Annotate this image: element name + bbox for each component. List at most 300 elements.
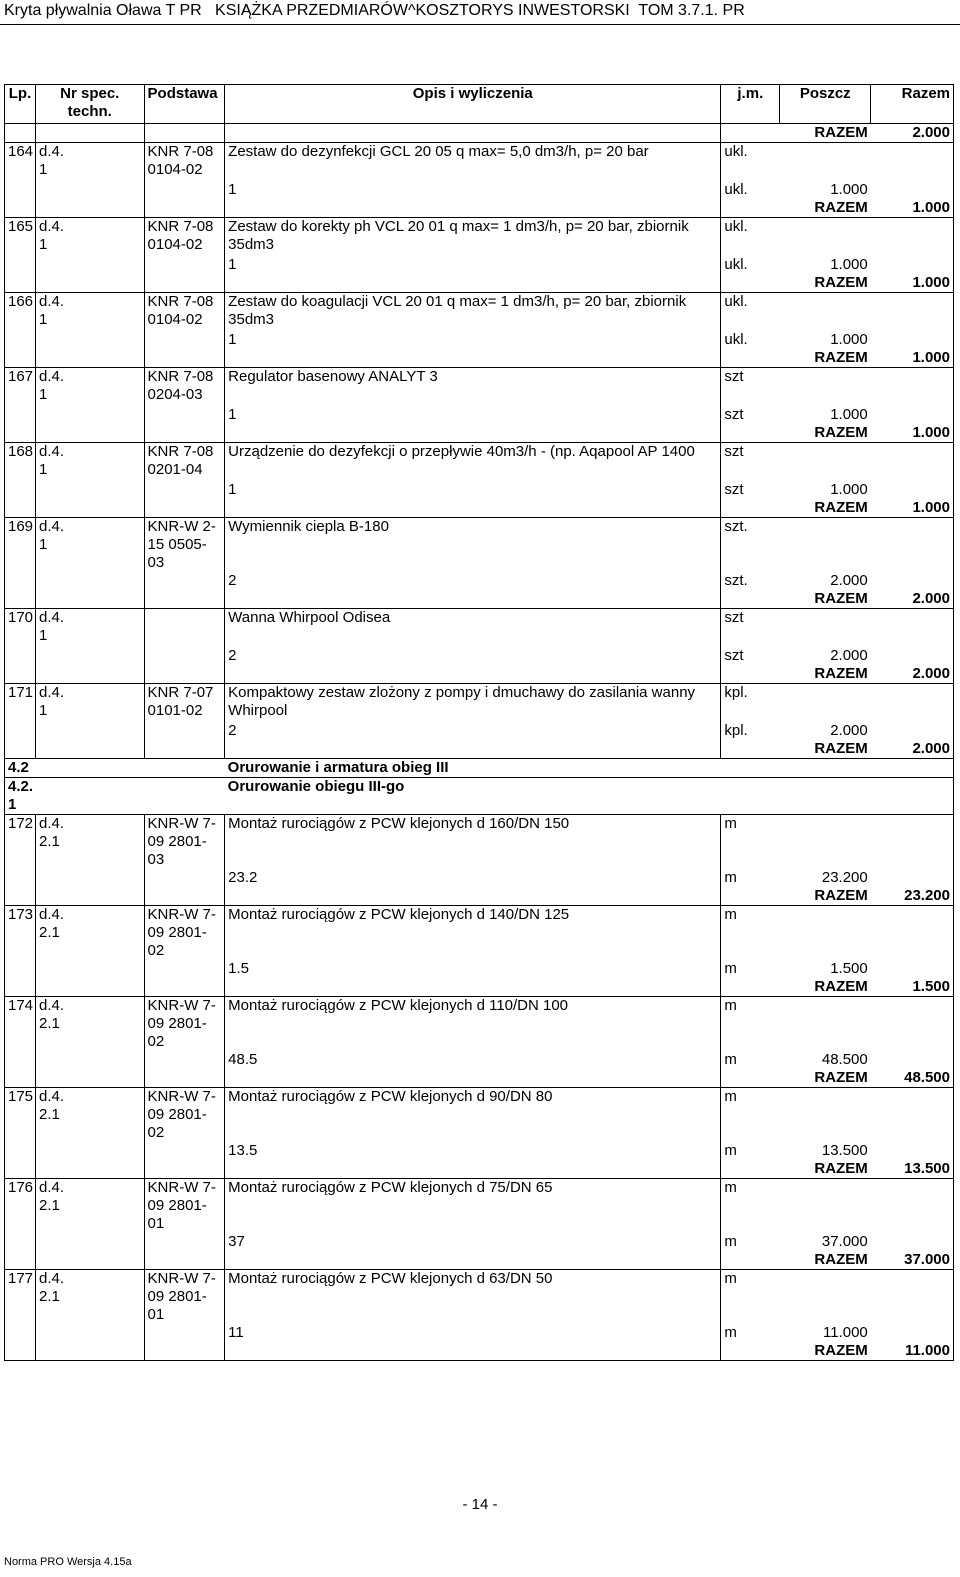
razem-blank: [5, 1069, 36, 1088]
razem-value: 48.500: [871, 1069, 954, 1088]
qty-blank: [144, 181, 225, 199]
razem-blank: [144, 665, 225, 684]
qty-blank: [144, 1142, 225, 1160]
razem-blank: [36, 978, 145, 997]
item-lp: 169: [5, 518, 36, 573]
razem-blank: [5, 978, 36, 997]
razem-value: 1.000: [871, 349, 954, 368]
item-blank: [871, 684, 954, 723]
razem-label: RAZEM: [814, 349, 868, 366]
razem-blank: [36, 1160, 145, 1179]
qty-value: 13.5: [225, 1142, 721, 1160]
item-podstawa: KNR-W 2- 15 0505-03: [144, 518, 225, 573]
qty-blank: [871, 481, 954, 499]
razem-blank: [144, 1251, 225, 1270]
item-row: [5, 1088, 954, 1143]
item-podstawa: KNR 7-08 0104-02: [144, 293, 225, 332]
razem-blank: [36, 274, 145, 293]
item-row: [5, 368, 954, 407]
item-blank: [871, 1270, 954, 1325]
item-lp: 165: [5, 218, 36, 257]
qty-blank: [871, 181, 954, 199]
qty-unit: kpl.: [724, 722, 748, 739]
razem-blank: [144, 590, 225, 609]
item-description: Kompaktowy zestaw zlożony z pompy i dmuchawy do zasilania wanny Whirpool: [225, 684, 721, 723]
razem-blank: [225, 349, 721, 368]
item-podstawa: KNR-W 7- 09 2801-02: [144, 906, 225, 961]
item-description: Urządzenie do dezyfekcji o przepływie 40m3/h - (np. Aqapool AP 1400: [225, 443, 721, 482]
qty-blank: [144, 256, 225, 274]
razem-blank: [144, 424, 225, 443]
qty-poszcz: 1.500: [830, 960, 868, 977]
qty-value: 1: [225, 481, 721, 499]
item-unit: m: [721, 1088, 780, 1143]
qty-unit: m: [724, 1233, 737, 1250]
section-number: 4.2. 1: [5, 778, 225, 815]
qty-blank: [5, 481, 36, 499]
razem-blank: [5, 1251, 36, 1270]
razem-blank: [721, 887, 780, 906]
item-blank: [780, 906, 871, 961]
item-unit: ukl.: [721, 293, 780, 332]
qty-row: [5, 1324, 954, 1342]
qty-unit: m: [724, 960, 737, 977]
razem-blank: [36, 499, 145, 518]
qty-row: [5, 869, 954, 887]
qty-blank: [144, 1324, 225, 1342]
razem-blank: [36, 199, 145, 218]
cost-table: [4, 84, 954, 1361]
item-blank: [871, 1179, 954, 1234]
item-blank: [871, 1088, 954, 1143]
col-poszcz: Poszcz: [780, 85, 871, 124]
qty-blank: [36, 481, 145, 499]
qty-row: [5, 722, 954, 740]
item-blank: [871, 143, 954, 182]
qty-value: 1.5: [225, 960, 721, 978]
item-row: [5, 518, 954, 573]
qty-blank: [5, 869, 36, 887]
qty-row: [5, 1142, 954, 1160]
qty-blank: [5, 1233, 36, 1251]
qty-blank: [36, 647, 145, 665]
item-spec: d.4. 1: [36, 684, 145, 723]
item-lp: 174: [5, 997, 36, 1052]
razem-blank: [225, 1251, 721, 1270]
item-unit: m: [721, 906, 780, 961]
razem-label: RAZEM: [814, 740, 868, 757]
razem-blank: [144, 887, 225, 906]
razem-blank: [5, 424, 36, 443]
razem-blank: [144, 1342, 225, 1361]
item-podstawa: KNR-W 7- 09 2801-01: [144, 1270, 225, 1325]
qty-blank: [871, 869, 954, 887]
qty-blank: [5, 406, 36, 424]
razem-blank: [225, 1342, 721, 1361]
razem-label: RAZEM: [814, 274, 868, 291]
item-spec: d.4. 2.1: [36, 1270, 145, 1325]
qty-unit: szt: [724, 406, 744, 423]
qty-poszcz: 1.000: [830, 331, 868, 348]
item-unit: m: [721, 1270, 780, 1325]
item-spec: d.4. 2.1: [36, 906, 145, 961]
qty-poszcz: 1.000: [830, 481, 868, 498]
qty-blank: [144, 960, 225, 978]
qty-value: 2: [225, 572, 721, 590]
razem-label: RAZEM: [814, 424, 868, 441]
razem-blank: [144, 978, 225, 997]
qty-row: [5, 572, 954, 590]
razem-blank: [721, 199, 780, 218]
qty-blank: [5, 256, 36, 274]
item-blank: [780, 443, 871, 482]
col-nr-spec: Nr spec. techn.: [36, 85, 145, 124]
razem-label: RAZEM: [814, 199, 868, 216]
item-podstawa: KNR 7-07 0101-02: [144, 684, 225, 723]
section-title: Orurowanie obiegu III-go: [225, 778, 954, 815]
item-row: [5, 684, 954, 723]
razem-blank: [5, 1342, 36, 1361]
qty-value: 1: [225, 406, 721, 424]
razem-label: RAZEM: [814, 665, 868, 682]
razem-blank: [225, 424, 721, 443]
qty-blank: [871, 960, 954, 978]
razem-blank: [144, 499, 225, 518]
qty-unit: szt.: [724, 572, 748, 589]
razem-row: [5, 1342, 954, 1361]
item-description: Zestaw do dezynfekcji GCL 20 05 q max= 5,0 dm3/h, p= 20 bar: [225, 143, 721, 182]
razem-blank: [225, 499, 721, 518]
qty-value: 2: [225, 647, 721, 665]
qty-poszcz: 2.000: [830, 572, 868, 589]
col-lp: Lp.: [5, 85, 36, 124]
razem-blank: [5, 274, 36, 293]
razem-value: 2.000: [871, 740, 954, 759]
razem-blank: [36, 349, 145, 368]
item-lp: 166: [5, 293, 36, 332]
razem-value: 2.000: [871, 665, 954, 684]
razem-blank: [36, 887, 145, 906]
item-blank: [871, 997, 954, 1052]
qty-value: 48.5: [225, 1051, 721, 1069]
razem-blank: [721, 590, 780, 609]
qty-blank: [36, 331, 145, 349]
item-description: Regulator basenowy ANALYT 3: [225, 368, 721, 407]
razem-blank: [5, 887, 36, 906]
item-row: [5, 443, 954, 482]
qty-blank: [871, 256, 954, 274]
col-jm: j.m.: [721, 85, 780, 124]
item-podstawa: KNR-W 7- 09 2801-02: [144, 997, 225, 1052]
item-blank: [780, 684, 871, 723]
item-description: Montaż rurociągów z PCW klejonych d 160/DN 150: [225, 815, 721, 870]
qty-blank: [5, 181, 36, 199]
item-row: [5, 143, 954, 182]
qty-value: 23.2: [225, 869, 721, 887]
item-lp: 164: [5, 143, 36, 182]
qty-blank: [144, 1051, 225, 1069]
item-blank: [780, 1270, 871, 1325]
razem-value: 1.000: [871, 199, 954, 218]
razem-row: [5, 740, 954, 759]
razem-blank: [5, 1160, 36, 1179]
item-description: Wanna Whirpool Odisea: [225, 609, 721, 648]
qty-blank: [144, 406, 225, 424]
razem-blank: [721, 1342, 780, 1361]
razem-row: [5, 349, 954, 368]
item-podstawa: KNR-W 7- 09 2801-02: [144, 1088, 225, 1143]
qty-blank: [36, 572, 145, 590]
qty-row: [5, 1233, 954, 1251]
item-blank: [780, 293, 871, 332]
razem-value: 2.000: [871, 124, 954, 143]
item-row: [5, 815, 954, 870]
item-podstawa: KNR-W 7- 09 2801-01: [144, 1179, 225, 1234]
razem-blank: [36, 740, 145, 759]
item-lp: 177: [5, 1270, 36, 1325]
qty-value: 1: [225, 181, 721, 199]
razem-blank: [721, 1069, 780, 1088]
razem-blank: [225, 740, 721, 759]
qty-blank: [36, 1324, 145, 1342]
razem-value: 23.200: [871, 887, 954, 906]
item-row: [5, 1179, 954, 1234]
razem-blank: [144, 1069, 225, 1088]
razem-row: [5, 665, 954, 684]
qty-blank: [36, 869, 145, 887]
razem-label: RAZEM: [814, 499, 868, 516]
item-blank: [871, 815, 954, 870]
item-spec: d.4. 1: [36, 368, 145, 407]
qty-unit: m: [724, 1324, 737, 1341]
qty-poszcz: 48.500: [821, 1051, 868, 1068]
item-blank: [780, 143, 871, 182]
qty-value: 2: [225, 722, 721, 740]
qty-row: [5, 331, 954, 349]
qty-poszcz: 23.200: [821, 869, 868, 886]
razem-value: 1.000: [871, 499, 954, 518]
item-blank: [871, 218, 954, 257]
razem-blank: [225, 887, 721, 906]
razem-blank: [36, 590, 145, 609]
qty-unit: ukl.: [724, 181, 748, 198]
table-header-row: [5, 85, 954, 124]
item-blank: [780, 1179, 871, 1234]
footer-text: Norma PRO Wersja 4.15a: [4, 1556, 132, 1568]
item-description: Montaż rurociągów z PCW klejonych d 90/DN 80: [225, 1088, 721, 1143]
razem-blank: [721, 665, 780, 684]
razem-blank: [36, 1251, 145, 1270]
razem-label: RAZEM: [814, 1160, 868, 1177]
item-spec: d.4. 1: [36, 443, 145, 482]
item-podstawa: KNR 7-08 0104-02: [144, 143, 225, 182]
razem-row: [5, 499, 954, 518]
section-title: Orurowanie i armatura obieg III: [225, 759, 954, 778]
qty-blank: [5, 1142, 36, 1160]
razem-blank: [721, 1160, 780, 1179]
item-lp: 167: [5, 368, 36, 407]
item-description: Montaż rurociągów z PCW klejonych d 75/DN 65: [225, 1179, 721, 1234]
qty-blank: [144, 1233, 225, 1251]
razem-blank: [721, 1251, 780, 1270]
razem-row: [5, 1069, 954, 1088]
razem-blank: [225, 978, 721, 997]
item-blank: [871, 293, 954, 332]
qty-row: [5, 647, 954, 665]
razem-blank: [225, 1160, 721, 1179]
razem-blank: [721, 424, 780, 443]
razem-blank: [225, 199, 721, 218]
section-row: [5, 759, 954, 778]
razem-blank: [225, 665, 721, 684]
razem-label: RAZEM: [814, 590, 868, 607]
razem-blank: [144, 1160, 225, 1179]
qty-blank: [36, 1051, 145, 1069]
qty-blank: [5, 722, 36, 740]
qty-poszcz: 1.000: [830, 406, 868, 423]
item-podstawa: KNR 7-08 0204-03: [144, 368, 225, 407]
qty-value: 1: [225, 331, 721, 349]
razem-blank: [5, 590, 36, 609]
item-blank: [780, 997, 871, 1052]
razem-label: RAZEM: [814, 1251, 868, 1268]
item-unit: ukl.: [721, 143, 780, 182]
razem-blank: [36, 1069, 145, 1088]
qty-blank: [871, 1324, 954, 1342]
qty-blank: [871, 572, 954, 590]
razem-blank: [5, 740, 36, 759]
qty-row: [5, 181, 954, 199]
razem-label: RAZEM: [814, 124, 868, 141]
razem-blank: [225, 590, 721, 609]
qty-blank: [871, 722, 954, 740]
item-podstawa: KNR-W 7- 09 2801-03: [144, 815, 225, 870]
qty-blank: [5, 572, 36, 590]
item-unit: m: [721, 815, 780, 870]
item-lp: 168: [5, 443, 36, 482]
page-number: - 14 -: [462, 1496, 498, 1513]
item-spec: d.4. 2.1: [36, 1088, 145, 1143]
item-description: Wymiennik ciepla B-180: [225, 518, 721, 573]
qty-row: [5, 406, 954, 424]
razem-row: [5, 274, 954, 293]
item-blank: [871, 906, 954, 961]
qty-value: 37: [225, 1233, 721, 1251]
qty-poszcz: 11.000: [822, 1324, 868, 1341]
razem-blank: [5, 349, 36, 368]
razem-row: [5, 1160, 954, 1179]
razem-label: RAZEM: [814, 1069, 868, 1086]
qty-value: 11: [225, 1324, 721, 1342]
item-blank: [780, 815, 871, 870]
item-blank: [780, 218, 871, 257]
qty-blank: [144, 331, 225, 349]
item-spec: d.4. 2.1: [36, 997, 145, 1052]
qty-blank: [144, 481, 225, 499]
item-unit: szt: [721, 368, 780, 407]
item-description: Montaż rurociągów z PCW klejonych d 63/DN 50: [225, 1270, 721, 1325]
item-blank: [780, 368, 871, 407]
razem-label: RAZEM: [814, 887, 868, 904]
razem-label: RAZEM: [780, 1342, 871, 1361]
qty-blank: [871, 647, 954, 665]
item-unit: ukl.: [721, 218, 780, 257]
razem-row: [5, 978, 954, 997]
razem-row: [5, 424, 954, 443]
razem-blank: [144, 349, 225, 368]
razem-blank: [5, 199, 36, 218]
razem-label: RAZEM: [814, 978, 868, 995]
qty-value: 1: [225, 256, 721, 274]
qty-blank: [5, 960, 36, 978]
razem-row: [5, 887, 954, 906]
razem-value: 13.500: [871, 1160, 954, 1179]
qty-row: [5, 481, 954, 499]
item-podstawa: KNR 7-08 0104-02: [144, 218, 225, 257]
qty-blank: [36, 1233, 145, 1251]
qty-poszcz: 13.500: [821, 1142, 868, 1159]
item-spec: d.4. 2.1: [36, 815, 145, 870]
qty-blank: [871, 1051, 954, 1069]
qty-row: [5, 256, 954, 274]
col-opis: Opis i wyliczenia: [225, 85, 721, 124]
qty-blank: [5, 1324, 36, 1342]
qty-blank: [144, 722, 225, 740]
item-podstawa: [144, 609, 225, 648]
item-blank: [780, 609, 871, 648]
razem-blank: [144, 274, 225, 293]
item-blank: [780, 518, 871, 573]
item-lp: 170: [5, 609, 36, 648]
qty-blank: [36, 181, 145, 199]
qty-blank: [871, 1142, 954, 1160]
razem-blank: [721, 499, 780, 518]
item-row: [5, 997, 954, 1052]
section-row: [5, 778, 954, 815]
razem-blank: [721, 740, 780, 759]
razem-blank: [721, 349, 780, 368]
item-lp: 171: [5, 684, 36, 723]
qty-row: [5, 1051, 954, 1069]
item-row: [5, 218, 954, 257]
document-header: Kryta pływalnia Oława T PR KSIĄŻKA PRZEDMIARÓW^KOSZTORYS INWESTORSKI TOM 3.7.1. PR: [4, 2, 745, 19]
item-blank: [871, 518, 954, 573]
item-unit: m: [721, 1179, 780, 1234]
qty-unit: ukl.: [724, 256, 748, 273]
item-description: Montaż rurociągów z PCW klejonych d 140/DN 125: [225, 906, 721, 961]
item-row: [5, 1270, 954, 1325]
razem-value: 1.000: [871, 274, 954, 293]
item-podstawa: KNR 7-08 0201-04: [144, 443, 225, 482]
razem-blank: [144, 199, 225, 218]
item-spec: d.4. 1: [36, 518, 145, 573]
razem-value: 37.000: [871, 1251, 954, 1270]
initial-razem-row: [5, 124, 954, 143]
razem-blank: [225, 274, 721, 293]
razem-row: [5, 590, 954, 609]
razem-blank: [36, 1342, 145, 1361]
qty-blank: [871, 1233, 954, 1251]
razem-blank: [721, 978, 780, 997]
razem-row: [5, 199, 954, 218]
header-divider: [0, 24, 960, 25]
razem-blank: [5, 499, 36, 518]
razem-blank: [36, 424, 145, 443]
qty-blank: [144, 869, 225, 887]
qty-unit: ukl.: [724, 331, 748, 348]
item-row: [5, 609, 954, 648]
item-unit: szt: [721, 443, 780, 482]
